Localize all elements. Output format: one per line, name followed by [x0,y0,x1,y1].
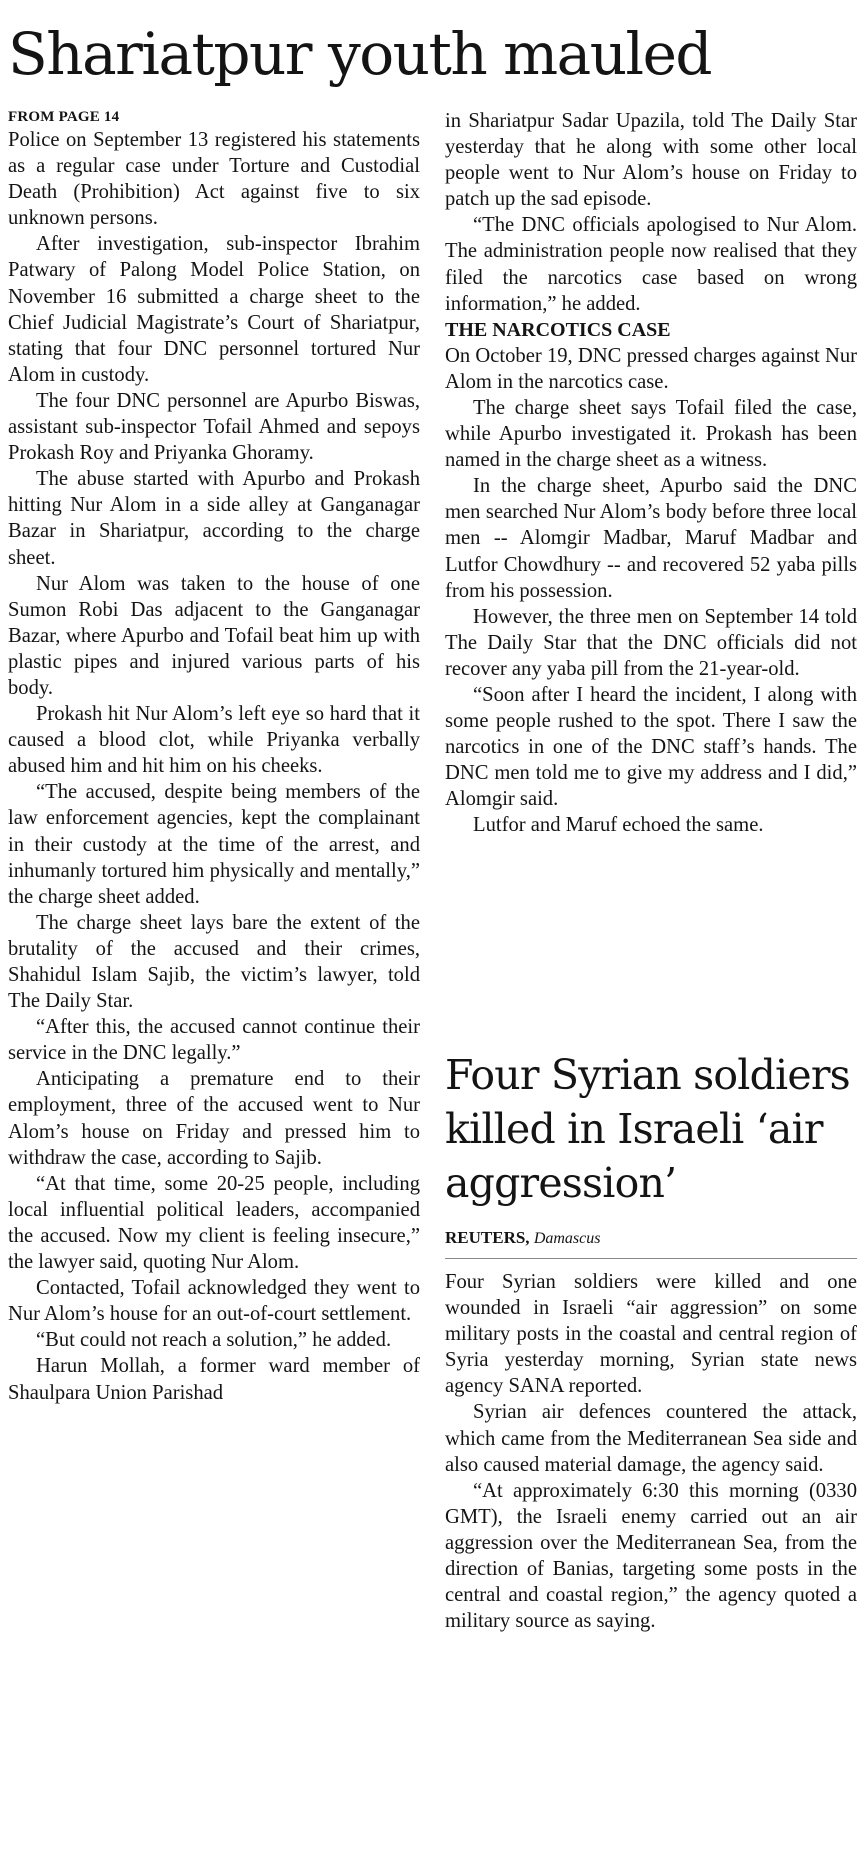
paragraph: Anticipating a premature end to their employment, three of the accused went to Nur Alom’s house on Friday and pressed him to withdraw the case, according to Sajib. [8,1068,420,1169]
paragraph: Syrian air defences countered the attack, which came from the Mediterranean Sea side and also caused material damage, the agency said. [445,1401,857,1476]
paragraph: The charge sheet says Tofail filed the case, while Apurbo investigated it. Prokash has been named in the charge sheet as a witness. [445,396,857,472]
paragraph: Harun Mollah, a former ward member of Shaulpara Union Parishad [8,1355,420,1404]
story-headline: Shariatpur youth mauled [8,20,712,88]
paragraph: The abuse started with Apurbo and Prokash hitting Nur Alom in a side alley at Ganganagar Bazar in Shariatpur, according to the charge sheet. [8,468,420,569]
paragraph: On October 19, DNC pressed charges against Nur Alom in the narcotics case. [445,344,857,393]
paragraph: The four DNC personnel are Apurbo Biswas, assistant sub-inspector Tofail Ahmed and sepoys Prokash Roy and Priyanka Ghoramy. [8,389,420,465]
subheading: THE NARCOTICS CASE [445,318,671,341]
paragraph: “But could not reach a solution,” he added. [36,1329,392,1352]
story-left-column [8,108,420,1406]
paragraph: “At that time, some 20-25 people, including local influential political leaders, accompanied the accused. Now my client is feeling insecure,” the lawyer said, quoting Nur Alom. [8,1172,420,1274]
byline-place: Damascus [533,1230,601,1247]
byline [445,1227,857,1250]
paragraph: “The accused, despite being members of the law enforcement agencies, kept the complainant in their custody at the time of the arrest, and inhumanly tortured him physically and mentally,” the charge sheet added. [8,781,420,908]
paragraph: “Soon after I heard the incident, I along with some people rushed to the spot. There I saw the narcotics in one of the DNC staff’s hands. The DNC men told me to give my address and I did,” Alomgir said. [445,683,857,811]
paragraph: After investigation, sub-inspector Ibrahim Patwary of Palong Model Police Station, on November 16 submitted a charge sheet to the Chief Judicial Magistrate’s Court of Shariatpur, stating that four DNC personnel tortured Nur Alom in custody. [8,233,420,386]
paragraph: “The DNC officials apologised to Nur Alom. The administration people now realised that they filed the narcotics case based on wrong information,” he added. [445,214,857,315]
paragraph: Prokash hit Nur Alom’s left eye so hard that it caused a blood clot, while Priyanka verbally abused him and hit him on his cheeks. [8,703,420,778]
paragraph: However, the three men on September 14 told The Daily Star that the DNC officials did not recover any yaba pill from the 21-year-old. [445,605,857,680]
paragraph: Four Syrian soldiers were killed and one wounded in Israeli “air aggression” on some military posts in the coastal and central region of Syria yesterday morning, Syrian state news agency SANA reported. [445,1271,857,1398]
paragraph: Lutfor and Maruf echoed the same. [473,814,764,837]
paragraph: The charge sheet lays bare the extent of the brutality of the accused and their crimes, Shahidul Islam Sajib, the victim’s lawyer, told The Daily Star. [8,911,420,1013]
paragraph: Nur Alom was taken to the house of one Sumon Robi Das adjacent to the Ganganagar Bazar, where Apurbo and Tofail beat him up with plastic pipes and injured various parts of his body. [8,572,420,699]
dateline: FROM PAGE 14 [8,109,120,125]
paragraph: “After this, the accused cannot continue their service in the DNC legally.” [8,1016,420,1065]
paragraph: in Shariatpur Sadar Upazila, told The Daily Star yesterday that he along with some other local people went to Nur Alom’s house on Friday to patch up the sad episode. [445,110,857,211]
paragraph: Contacted, Tofail acknowledged they went to Nur Alom’s house for an out-of-court settlement. [8,1277,420,1326]
story-headline: Four Syrian soldiers killed in Israeli ‘air aggression’ [445,1051,850,1207]
paragraph: Police on September 13 registered his statements as a regular case under Torture and Custodial Death (Prohibition) Act against five to six unknown persons. [8,129,420,230]
byline-agency: REUTERS, [445,1228,530,1247]
paragraph: “At approximately 6:30 this morning (0330 GMT), the Israeli enemy carried out an air aggression over the Mediterranean Sea, from the direction of Banias, targeting some posts in the central and coastal region,” the agency quoted a military source as saying. [445,1479,857,1633]
divider [445,1258,857,1259]
second-story [445,1048,857,1634]
story-right-column [445,108,857,839]
story-body [445,1269,857,1634]
paragraph: In the charge sheet, Apurbo said the DNC men searched Nur Alom’s body before three local men -- Alomgir Madbar, Maruf Madbar and Lutfor Chowdhury -- and recovered 52 yaba pills from his possession. [445,475,857,602]
